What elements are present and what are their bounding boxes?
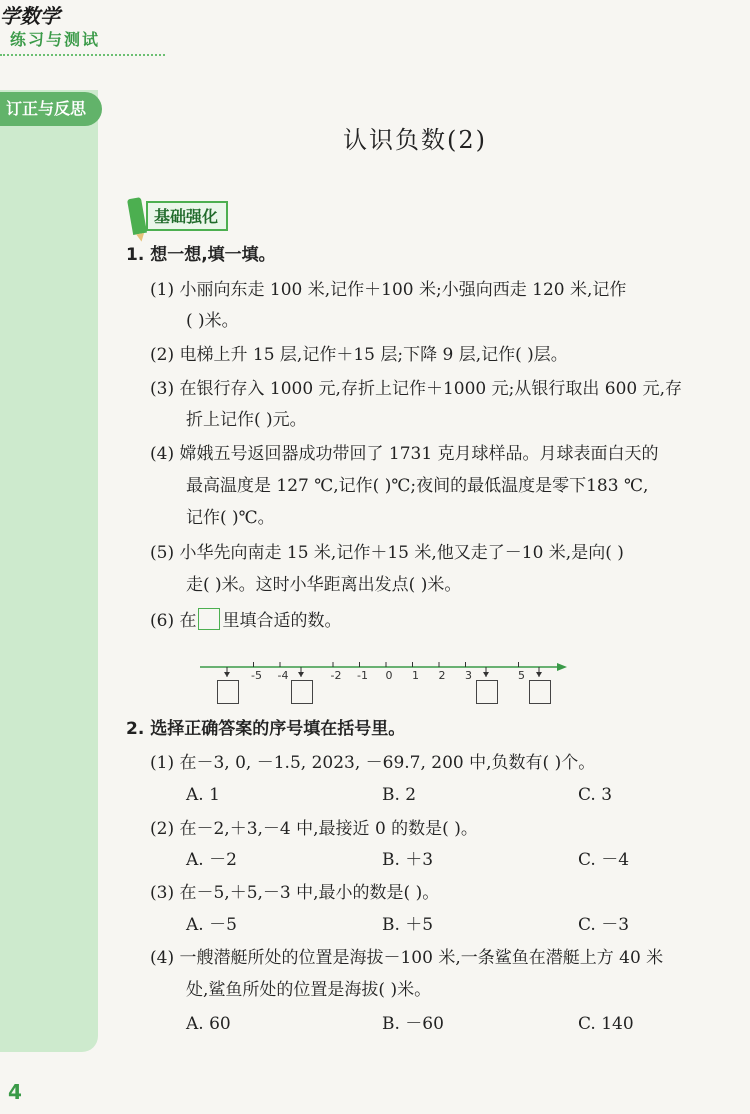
q1-item-6-post: 里填合适的数。: [222, 611, 342, 631]
q2-3-option-c[interactable]: C. －3: [578, 915, 630, 935]
q2-4-option-a[interactable]: A. 60: [186, 1014, 231, 1034]
q2-1-option-b[interactable]: B. 2: [382, 785, 417, 805]
number-line-tick-label: -2: [330, 669, 342, 682]
q2-sub-1: (1) 在－3, 0, －1.5, 2023, －69.7, 200 中,负数有( )个。: [150, 753, 596, 773]
number-line-tick-label: 3: [465, 669, 472, 682]
page-title: 认识负数(2): [343, 126, 487, 154]
section-label: 基础强化: [146, 201, 228, 231]
number-line-answer-box[interactable]: [291, 680, 313, 704]
number-line-tick-label: 2: [438, 669, 446, 682]
page-number: 4: [8, 1080, 22, 1104]
q2-sub-3: (3) 在－5,＋5,－3 中,最小的数是( )。: [150, 883, 440, 903]
q1-item-4: (4) 嫦娥五号返回器成功带回了 1731 克月球样品。月球表面白天的: [150, 444, 659, 464]
number-line-tick-label: 0: [385, 669, 393, 682]
q2-1-option-a[interactable]: A. 1: [186, 785, 220, 805]
q1-item-5-cont: 走( )米。这时小华距离出发点( )米。: [186, 575, 462, 595]
brand-logo: 学数学: [0, 4, 60, 28]
arrow-icon: [557, 663, 567, 671]
number-line-tick-label: 1: [412, 669, 419, 682]
q1-item-2: (2) 电梯上升 15 层,记作＋15 层;下降 9 层,记作( )层。: [150, 345, 568, 365]
question-1-stem: 1. 想一想,填一填。: [126, 245, 276, 265]
q2-2-option-b[interactable]: B. ＋3: [382, 850, 434, 870]
answer-box-sample: [198, 608, 220, 630]
q1-item-3: (3) 在银行存入 1000 元,存折上记作＋1000 元;从银行取出 600 元,存: [150, 379, 683, 399]
q1-item-3-cont: 折上记作( )元。: [186, 410, 307, 430]
q2-2-option-a[interactable]: A. －2: [186, 850, 237, 870]
q2-2-option-c[interactable]: C. －4: [578, 850, 630, 870]
q2-1-option-c[interactable]: C. 3: [578, 785, 613, 805]
number-line-answer-box[interactable]: [476, 680, 498, 704]
q2-sub-2: (2) 在－2,＋3,－4 中,最接近 0 的数是( )。: [150, 819, 478, 839]
q2-3-option-b[interactable]: B. ＋5: [382, 915, 434, 935]
q2-4-option-b[interactable]: B. －60: [382, 1014, 444, 1034]
q1-item-1: (1) 小丽向东走 100 米,记作＋100 米;小强向西走 120 米,记作: [150, 280, 627, 300]
q1-item-1-cont: ( )米。: [186, 311, 239, 331]
section-header: [130, 198, 228, 234]
q1-item-5: (5) 小华先向南走 15 米,记作＋15 米,他又走了－10 米,是向( ): [150, 543, 624, 563]
number-line-answer-box[interactable]: [217, 680, 239, 704]
number-line-tick-label: -5: [251, 669, 262, 682]
pencil-icon: [127, 197, 147, 235]
number-line-tick-label: -4: [277, 669, 289, 682]
q1-item-6: [150, 608, 341, 633]
q2-4-option-c[interactable]: C. 140: [578, 1014, 634, 1034]
question-2-stem: 2. 选择正确答案的序号填在括号里。: [126, 719, 406, 739]
number-line-tick-label: 5: [518, 669, 525, 682]
series-title: 练习与测试: [10, 30, 101, 49]
number-line-tick-label: -1: [357, 669, 368, 682]
q2-sub-4: (4) 一艘潜艇所处的位置是海拔－100 米,一条鲨鱼在潜艇上方 40 米: [150, 948, 664, 968]
correction-tab: 订正与反思: [0, 92, 102, 126]
q1-item-4-cont: 最高温度是 127 ℃,记作( )℃;夜间的最低温度是零下183 ℃,: [186, 476, 649, 496]
q1-item-6-pre: (6) 在: [150, 611, 197, 631]
q1-item-4-cont2: 记作( )℃。: [186, 508, 275, 528]
correction-margin: [0, 90, 98, 1052]
q2-3-option-a[interactable]: A. －5: [186, 915, 237, 935]
q2-sub-4-cont: 处,鲨鱼所处的位置是海拔( )米。: [186, 980, 432, 1000]
number-line-answer-box[interactable]: [529, 680, 551, 704]
header-divider: [0, 54, 165, 56]
number-line: [195, 655, 575, 715]
